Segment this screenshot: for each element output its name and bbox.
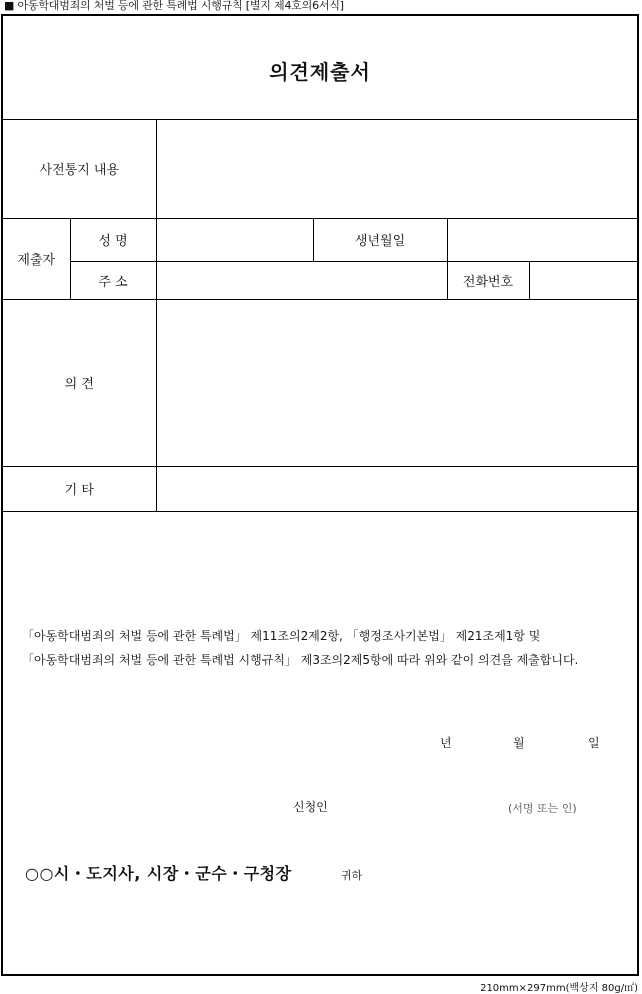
name-field[interactable] [156,218,313,261]
other-field[interactable] [156,466,637,511]
form-header-note: ■ 아동학대범죄의 처벌 등에 관한 특례법 시행규칙 [별지 제4호의6서식] [4,0,344,12]
date-day-label: 일 [588,736,600,750]
birth-date-field[interactable] [447,218,637,261]
honorific: 귀하 [341,869,363,882]
form-title: 의견제출서 [269,60,371,84]
title-row [3,16,637,120]
statement-text: 「아동학대범죄의 처벌 등에 관한 특례법」 제11조의2제2항, 「행정조사기본법」 제21조제1항 및 「아동학대범죄의 처벌 등에 관한 특례법 시행규칙」 제3조의2제5항에 따라 위와 같이 의견을 제출합니다. [22,629,579,667]
date-month-label: 월 [513,736,525,750]
opinion-field[interactable] [156,299,637,466]
notice-content-field[interactable] [156,120,637,218]
submitter-label: 제출자 [3,218,70,299]
paper-spec: 210mm×297mm(백상지 80g/㎡) [480,983,638,994]
date-year-label: 년 [440,736,452,750]
address-field[interactable] [156,261,447,299]
opinion-submission-form [1,14,639,976]
addressee: ○○시・도지사, 시장・군수・구청장 [25,864,292,883]
signature-note: (서명 또는 인) [508,802,577,815]
birth-date-label: 생년월일 [313,218,447,261]
phone-field[interactable] [529,261,637,299]
form-table [3,120,637,512]
other-label: 기 타 [3,466,156,511]
phone-label: 전화번호 [447,261,529,299]
name-label: 성 명 [70,218,156,261]
opinion-label: 의 견 [3,299,156,466]
notice-label: 사전통지 내용 [3,120,156,218]
address-label: 주 소 [70,261,156,299]
applicant-label: 신청인 [293,800,328,814]
